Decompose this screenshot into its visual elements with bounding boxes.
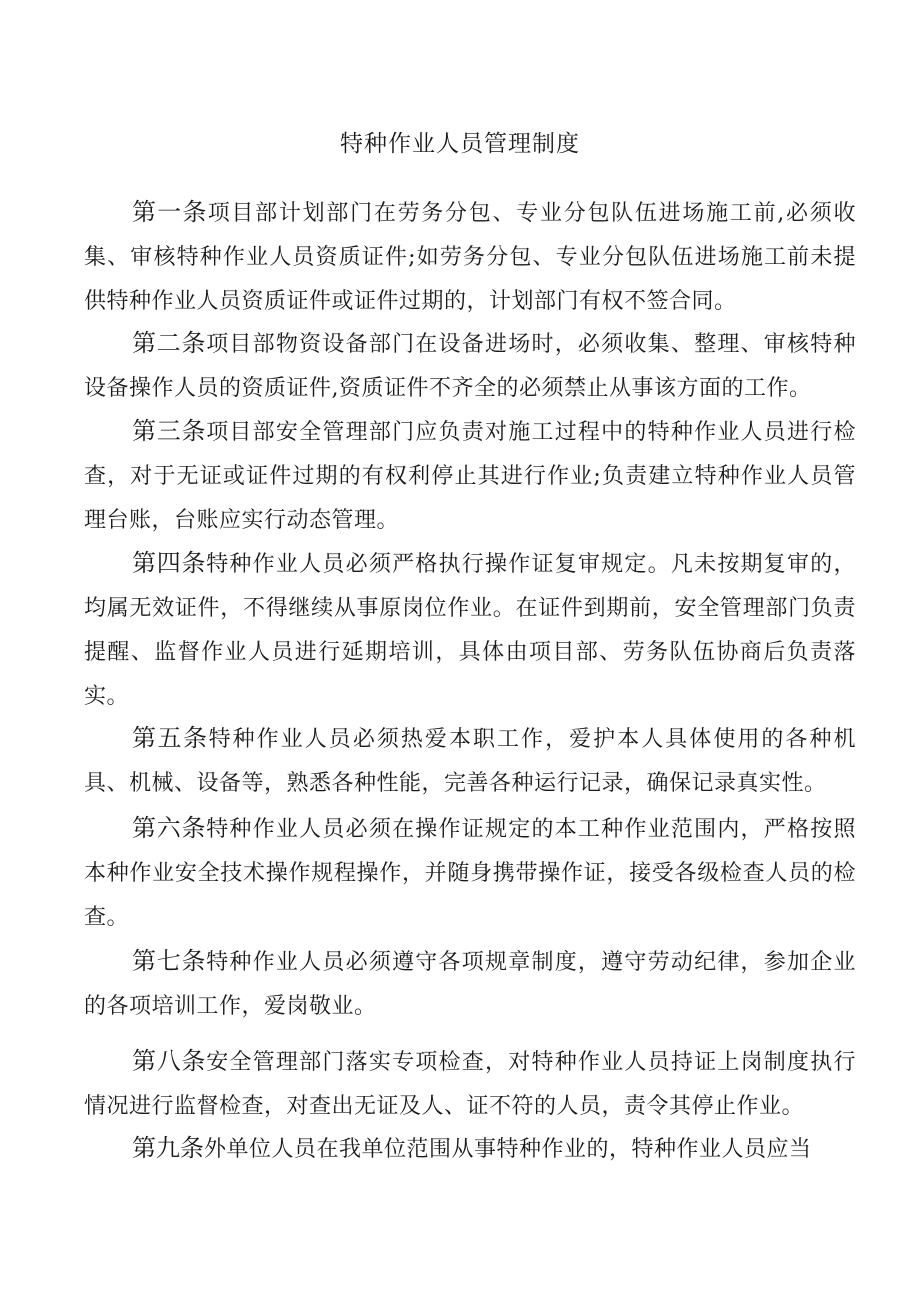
article-number: 第六条 (132, 814, 207, 842)
article-9 (84, 1126, 856, 1172)
article-number: 第四条 (132, 549, 207, 577)
article-text: 特种作业人员必须在操作证规定的本工种作业范围内，严格按照本种作业安全技术操作规程操作，并随身携带操作证，接受各级检查人员的检查。 (84, 817, 856, 930)
article-number: 第三条 (132, 417, 207, 445)
article-number: 第七条 (132, 947, 207, 975)
document-title: 特种作业人员管理制度 (340, 131, 580, 157)
article-text: 特种作业人员必须严格执行操作证复审规定。凡未按期复审的，均属无效证件，不得继续从事原岗位作业。在证件到期前，安全管理部门负责提醒、监督作业人员进行延期培训，具体由项目部、劳务队伍协商后负责落实。 (84, 552, 856, 709)
article-number: 第二条 (132, 329, 207, 357)
article-5 (84, 716, 856, 806)
article-6 (84, 806, 856, 940)
article-7 (84, 939, 856, 1029)
article-3 (84, 409, 856, 543)
article-8 (84, 1039, 856, 1129)
article-text: 特种作业人员必须遵守各项规章制度，遵守劳动纪律，参加企业的各项培训工作，爱岗敬业。 (84, 950, 856, 1019)
article-text: 项目部安全管理部门应负责对施工过程中的特种作业人员进行检查，对于无证或证件过期的有权利停止其进行作业;负责建立特种作业人员管理台账，台账应实行动态管理。 (84, 420, 856, 533)
article-number: 第八条 (132, 1047, 207, 1075)
article-text: 特种作业人员必须热爱本职工作，爱护本人具体使用的各种机具、机械、设备等，熟悉各种性能，完善各种运行记录，确保记录真实性。 (84, 727, 856, 796)
article-number: 第一条 (132, 198, 208, 226)
article-1 (84, 190, 856, 324)
article-2 (84, 321, 856, 411)
article-4 (84, 541, 856, 719)
article-text: 项目部物资设备部门在设备进场时，必须收集、整理、审核特种设备操作人员的资质证件,资质证件不齐全的必须禁止从事该方面的工作。 (84, 332, 856, 401)
article-number: 第九条 (132, 1134, 204, 1162)
article-text: 外单位人员在我单位范围从事特种作业的，特种作业人员应当 (204, 1137, 812, 1162)
article-number: 第五条 (132, 724, 209, 752)
article-text: 安全管理部门落实专项检查，对特种作业人员持证上岗制度执行情况进行监督检查，对查出无证及人、证不符的人员，责令其停止作业。 (84, 1050, 856, 1119)
article-text: 项目部计划部门在劳务分包、专业分包队伍进场施工前,必须收集、审核特种作业人员资质证件;如劳务分包、专业分包队伍进场施工前未提供特种作业人员资质证件或证件过期的，计划部门有权不签合同。 (84, 201, 856, 314)
